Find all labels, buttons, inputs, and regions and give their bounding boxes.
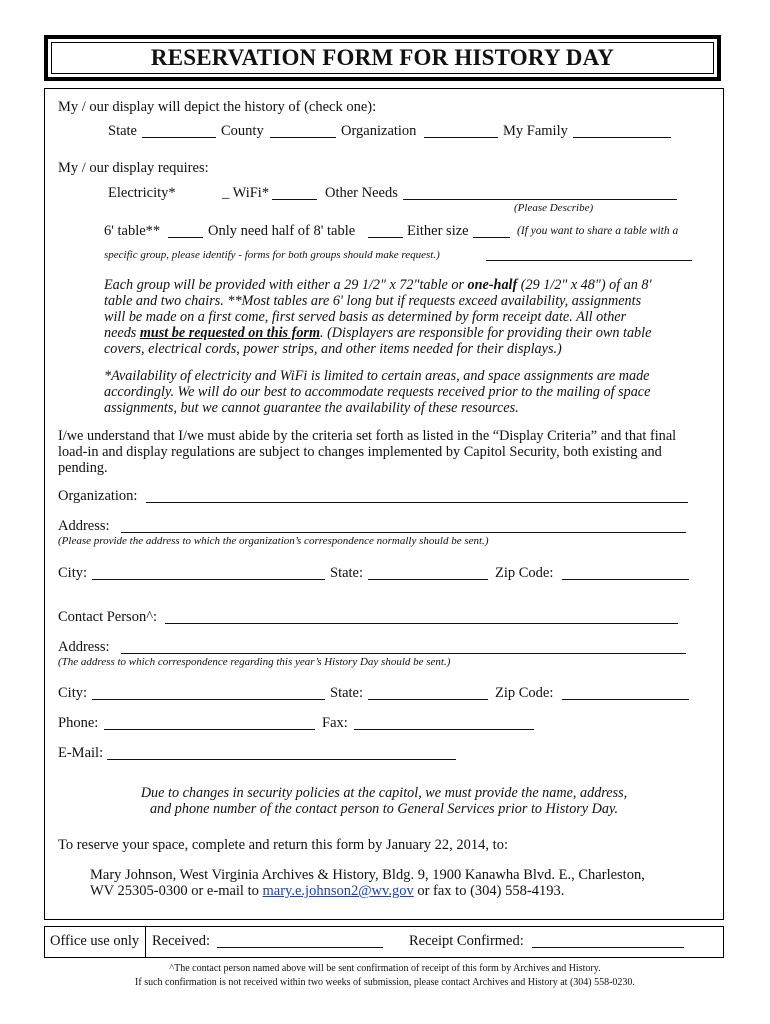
- other-needs-blank[interactable]: [403, 199, 677, 200]
- footer-line-2: If such confirmation is not received within two weeks of submission, please contact Archives and History at (304) 558-0230.: [135, 977, 635, 988]
- tables-para-line: Each group will be provided with either a 29 1/2" x 72"table or one-half (29 1/2" x 48") of an 8': [104, 277, 652, 293]
- page-title: RESERVATION FORM FOR HISTORY DAY: [150, 45, 615, 70]
- option-my-family-blank[interactable]: [573, 137, 671, 138]
- contact-address-field[interactable]: [121, 653, 686, 654]
- title-box: [44, 35, 721, 81]
- share-group-blank[interactable]: [486, 260, 692, 261]
- table-6-label: 6' table**: [104, 223, 161, 239]
- office-use-label: Office use only: [50, 933, 140, 949]
- option-state-blank[interactable]: [142, 137, 216, 138]
- email-label: E-Mail:: [58, 745, 104, 761]
- fax-field[interactable]: [354, 729, 534, 730]
- footer-line-1: ^The contact person named above will be sent confirmation of receipt of this form by Archives and History.: [169, 963, 601, 974]
- option-organization-label: Organization: [341, 123, 417, 139]
- contact-zip-field[interactable]: [562, 699, 689, 700]
- security-note: [44, 785, 724, 817]
- tables-para-line: will be made on a first come, first served basis as determined by form receipt date. All other: [104, 309, 627, 325]
- half-table-blank[interactable]: [368, 237, 403, 238]
- phone-field[interactable]: [104, 729, 315, 730]
- share-note-line-2: specific group, please identify - forms for both groups should make request.): [104, 249, 440, 261]
- criteria-para-line: I/we understand that I/we must abide by the criteria set forth as listed in the “Display Criteria” and that final: [58, 428, 677, 444]
- state-field[interactable]: [368, 579, 488, 580]
- address-label: Address:: [58, 518, 110, 534]
- option-my-family-label: My Family: [503, 123, 568, 139]
- receipt-confirmed-label: Receipt Confirmed:: [409, 933, 524, 949]
- address-field[interactable]: [121, 532, 686, 533]
- contact-address-label: Address:: [58, 639, 110, 655]
- city-label: City:: [58, 565, 88, 581]
- zip-label: Zip Code:: [495, 565, 554, 581]
- fax-label: Fax:: [322, 715, 348, 731]
- availability-para-line: *Availability of electricity and WiFi is limited to certain areas, and space assignments are made: [104, 368, 650, 384]
- tables-para-line: table and two chairs. **Most tables are 6' long but if requests exceed availability, assignments: [104, 293, 642, 309]
- criteria-paragraph: [58, 428, 718, 476]
- please-describe-note: (Please Describe): [514, 202, 594, 214]
- either-size-blank[interactable]: [473, 237, 510, 238]
- half-table-label: Only need half of 8' table: [208, 223, 356, 239]
- security-note-line: and phone number of the contact person to General Services prior to History Day.: [149, 801, 619, 817]
- share-note-line-1: (If you want to share a table with a: [517, 225, 679, 237]
- contact-state-label: State:: [330, 685, 364, 701]
- criteria-para-line: pending.: [58, 460, 108, 476]
- contact-person-label: Contact Person^:: [58, 609, 158, 625]
- reserve-address-line: WV 25305-0300 or e-mail to mary.e.johnson2@wv.gov or fax to (304) 558-4193.: [90, 883, 565, 899]
- organization-label: Organization:: [58, 488, 138, 504]
- contact-city-field[interactable]: [92, 699, 325, 700]
- other-needs-label: Other Needs: [325, 185, 398, 201]
- address-note: (Please provide the address to which the organization’s correspondence normally should be sent.): [58, 535, 489, 547]
- criteria-para-line: load-in and display regulations are subject to changes implemented by Capitol Security, both existing and: [58, 444, 662, 460]
- tables-paragraph: [104, 277, 704, 357]
- phone-label: Phone:: [58, 715, 99, 731]
- reserve-instruction: To reserve your space, complete and return this form by January 22, 2014, to:: [58, 837, 508, 853]
- organization-field[interactable]: [146, 502, 688, 503]
- availability-para-line: accordingly. We will do our best to accommodate requests received prior to the mailing of space: [104, 384, 651, 400]
- tables-para-line: needs must be requested on this form. (Displayers are responsible for providing their own table: [104, 325, 652, 341]
- contact-city-label: City:: [58, 685, 88, 701]
- receipt-confirmed-field[interactable]: [532, 947, 684, 948]
- title-inner-frame: [51, 42, 714, 74]
- contact-state-field[interactable]: [368, 699, 488, 700]
- email-field[interactable]: [107, 759, 456, 760]
- received-field[interactable]: [217, 947, 383, 948]
- depict-prompt: My / our display will depict the history of (check one):: [58, 99, 377, 115]
- received-label: Received:: [152, 933, 210, 949]
- table-6-blank[interactable]: [168, 237, 203, 238]
- zip-field[interactable]: [562, 579, 689, 580]
- availability-paragraph: [104, 368, 704, 416]
- contact-address-note: (The address to which correspondence regarding this year’s History Day should be sent.): [58, 656, 451, 668]
- electricity-label: Electricity*: [108, 185, 176, 201]
- reserve-address: [90, 867, 720, 899]
- wifi-label: _ WiFi*: [222, 185, 270, 201]
- availability-para-line: assignments, but we cannot guarantee the availability of these resources.: [104, 400, 519, 416]
- wifi-blank[interactable]: [272, 199, 317, 200]
- office-use-box: [44, 926, 724, 958]
- state-label: State:: [330, 565, 364, 581]
- tables-para-line: covers, electrical cords, power strips, and other items needed for their displays.): [104, 341, 562, 357]
- option-organization-blank[interactable]: [424, 137, 498, 138]
- contact-zip-label: Zip Code:: [495, 685, 554, 701]
- option-county-label: County: [221, 123, 264, 139]
- city-field[interactable]: [92, 579, 325, 580]
- security-note-line: Due to changes in security policies at the capitol, we must provide the name, address,: [140, 785, 628, 801]
- contact-person-field[interactable]: [165, 623, 678, 624]
- email-link[interactable]: mary.e.johnson2@wv.gov: [262, 883, 414, 899]
- option-state-label: State: [108, 123, 137, 139]
- either-size-label: Either size: [407, 223, 469, 239]
- requires-prompt: My / our display requires:: [58, 160, 209, 176]
- option-county-blank[interactable]: [270, 137, 336, 138]
- reserve-address-line: Mary Johnson, West Virginia Archives & History, Bldg. 9, 1900 Kanawha Blvd. E., Charleston,: [90, 867, 645, 883]
- office-use-divider: [145, 927, 146, 957]
